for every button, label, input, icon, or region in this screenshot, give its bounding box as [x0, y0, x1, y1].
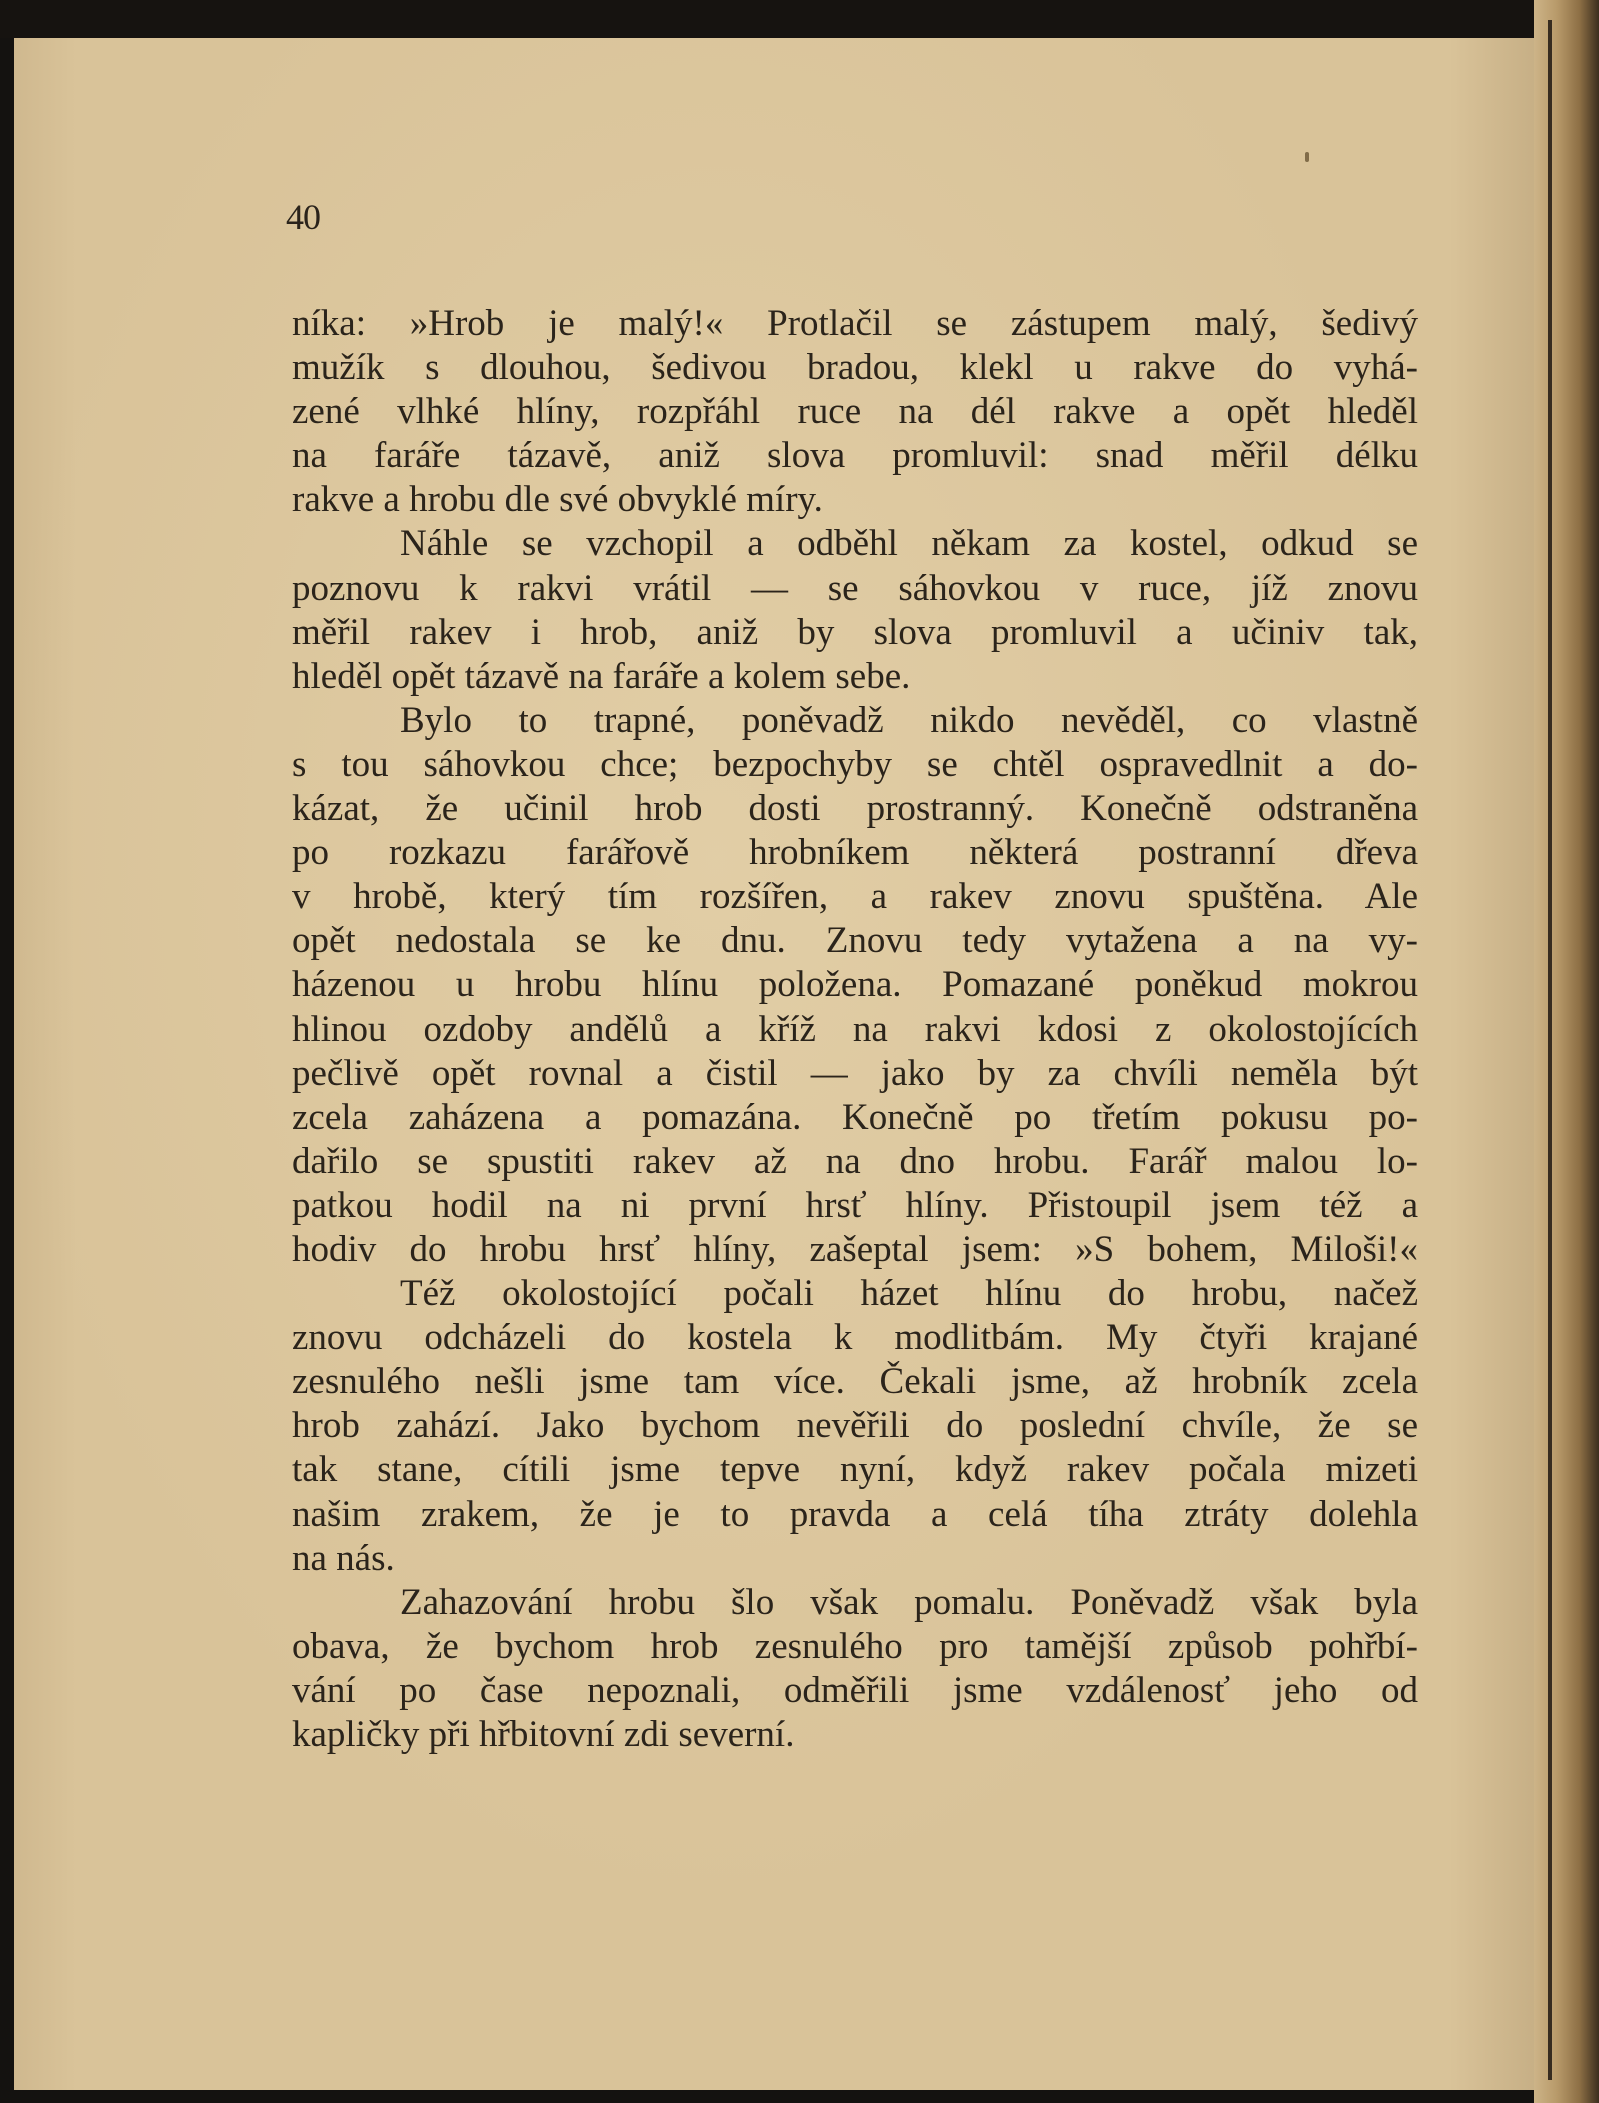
paragraph-first-line: Zahazování hrobu šlo však pomalu. Poněvadž však byla [400, 1581, 1418, 1623]
text-line: na nás. [292, 1537, 395, 1579]
text-line: zené vlhké hlíny, rozpřáhl ruce na dél rakve a opět hleděl [292, 391, 1418, 433]
scan-top-edge [0, 0, 1599, 38]
text-line: házenou u hrobu hlínu položena. Pomazané poněkud mokrou [292, 964, 1418, 1006]
text-line: hlinou ozdoby andělů a kříž na rakvi kdosi z okolostojících [292, 1008, 1418, 1050]
text-line: patkou hodil na ni první hrsť hlíny. Přistoupil jsem též a [292, 1184, 1418, 1226]
body-text [292, 302, 1418, 1757]
text-line: zcela zaházena a pomazána. Konečně po třetím pokusu po- [292, 1096, 1418, 1138]
text-line: znovu odcházeli do kostela k modlitbám. My čtyři krajané [292, 1317, 1418, 1359]
text-line: s tou sáhovkou chce; bezpochyby se chtěl ospravedlnit a do- [292, 743, 1418, 785]
text-line: hodiv do hrobu hrsť hlíny, zašeptal jsem: »S bohem, Miloši!« [292, 1228, 1418, 1270]
paragraph-first-line: Bylo to trapné, poněvadž nikdo nevěděl, co vlastně [400, 699, 1418, 741]
text-line: dařilo se spustiti rakev až na dno hrobu. Farář malou lo- [292, 1140, 1418, 1182]
paragraph-first-line: Též okolostojící počali házet hlínu do hrobu, načež [400, 1273, 1418, 1315]
text-line: na faráře tázavě, aniž slova promluvil: snad měřil délku [292, 435, 1418, 477]
text-line: níka: »Hrob je malý!« Protlačil se zástupem malý, šedivý [292, 303, 1418, 344]
text-line: opět nedostala se ke dnu. Znovu tedy vytažena a na vy- [292, 920, 1418, 962]
text-line: obava, že bychom hrob zesnulého pro tamější způsob pohřbí- [292, 1625, 1418, 1667]
paragraph-first-line: Náhle se vzchopil a odběhl někam za kostel, odkud se [400, 523, 1418, 565]
text-line: kázat, že učinil hrob dosti prostranný. Konečně odstraněna [292, 788, 1418, 830]
text-line: rakve a hrobu dle své obvyklé míry. [292, 479, 823, 521]
gutter-shadow-line [1548, 20, 1552, 2080]
text-line: pečlivě opět rovnal a čistil — jako by za chvíli neměla být [292, 1052, 1418, 1094]
text-line: po rozkazu farářově hrobníkem některá postranní dřeva [292, 832, 1418, 874]
text-line: poznovu k rakvi vrátil — se sáhovkou v ruce, jíž znovu [292, 567, 1418, 609]
book-gutter [1534, 0, 1599, 2103]
text-line: hleděl opět tázavě na faráře a kolem sebe. [292, 655, 911, 697]
text-line: vání po čase nepoznali, odměřili jsme vzdálenosť jeho od [292, 1669, 1418, 1711]
text-line: mužík s dlouhou, šedivou bradou, klekl u rakve do vyhá- [292, 347, 1418, 389]
text-line: zesnulého nešli jsme tam více. Čekali jsme, až hrobník zcela [292, 1361, 1418, 1403]
text-line: hrob zahází. Jako bychom nevěřili do poslední chvíle, že se [292, 1405, 1418, 1447]
text-line: tak stane, cítili jsme tepve nyní, když rakev počala mizeti [292, 1449, 1418, 1491]
text-line: v hrobě, který tím rozšířen, a rakev znovu spuštěna. Ale [292, 876, 1418, 918]
paper-speck [1305, 152, 1309, 162]
text-line: našim zrakem, že je to pravda a celá tíha ztráty dolehla [292, 1493, 1418, 1535]
text-line: kapličky při hřbitovní zdi severní. [292, 1714, 795, 1755]
page-number: 40 [286, 197, 320, 237]
text-line: měřil rakev i hrob, aniž by slova promluvil a učiniv tak, [292, 611, 1418, 653]
